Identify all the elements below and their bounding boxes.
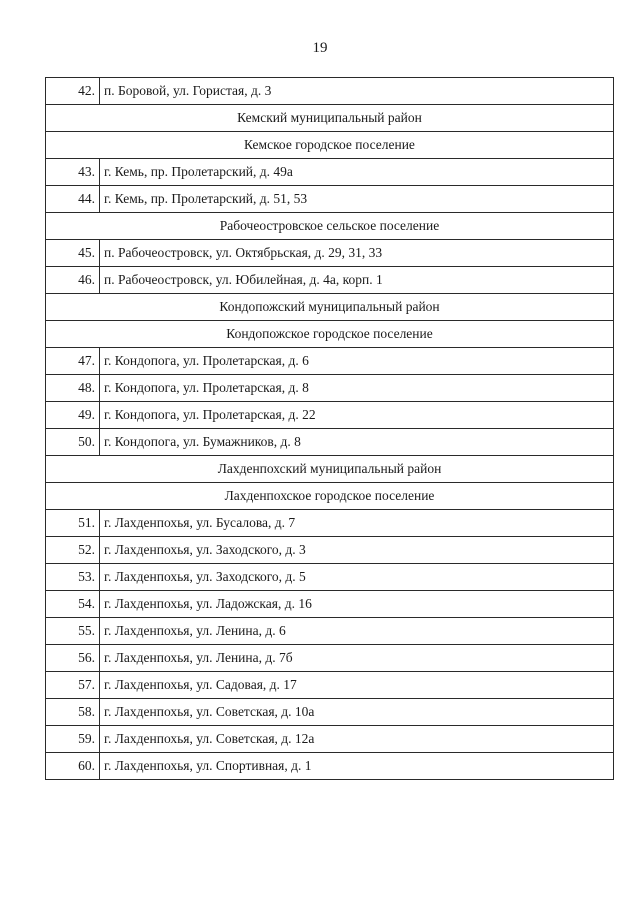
table-row: [46, 564, 614, 591]
address-cell: г. Лахденпохья, ул. Ленина, д. 7б: [100, 645, 614, 672]
section-header: Кондопожское городское поселение: [46, 321, 614, 348]
table-row: [46, 402, 614, 429]
address-cell: г. Кемь, пр. Пролетарский, д. 49а: [100, 159, 614, 186]
table-row: [46, 186, 614, 213]
address-cell: г. Кемь, пр. Пролетарский, д. 51, 53: [100, 186, 614, 213]
table-row: [46, 591, 614, 618]
section-header: Кондопожский муниципальный район: [46, 294, 614, 321]
page-number: 19: [312, 40, 328, 56]
row-number: 51.: [46, 510, 100, 537]
row-number: 58.: [46, 699, 100, 726]
address-cell: г. Лахденпохья, ул. Заходского, д. 5: [100, 564, 614, 591]
address-cell: г. Лахденпохья, ул. Ленина, д. 6: [100, 618, 614, 645]
section-header-row: [46, 456, 614, 483]
row-number: 54.: [46, 591, 100, 618]
address-cell: г. Лахденпохья, ул. Бусалова, д. 7: [100, 510, 614, 537]
address-cell: г. Кондопога, ул. Пролетарская, д. 6: [100, 348, 614, 375]
section-header-row: [46, 213, 614, 240]
table-row: [46, 753, 614, 780]
section-header-row: [46, 321, 614, 348]
section-header-row: [46, 105, 614, 132]
address-cell: г. Лахденпохья, ул. Советская, д. 10а: [100, 699, 614, 726]
row-number: 60.: [46, 753, 100, 780]
table-row: [46, 375, 614, 402]
table-row: [46, 645, 614, 672]
section-header-row: [46, 483, 614, 510]
address-cell: п. Рабочеостровск, ул. Юбилейная, д. 4а, корп. 1: [100, 267, 614, 294]
section-header: Лахденпохское городское поселение: [46, 483, 614, 510]
table-row: [46, 240, 614, 267]
address-cell: г. Кондопога, ул. Бумажников, д. 8: [100, 429, 614, 456]
table-row: [46, 267, 614, 294]
row-number: 57.: [46, 672, 100, 699]
table-row: [46, 159, 614, 186]
address-cell: г. Лахденпохья, ул. Садовая, д. 17: [100, 672, 614, 699]
address-table: [45, 77, 614, 780]
row-number: 50.: [46, 429, 100, 456]
row-number: 43.: [46, 159, 100, 186]
row-number: 59.: [46, 726, 100, 753]
table-row: [46, 429, 614, 456]
row-number: 45.: [46, 240, 100, 267]
row-number: 46.: [46, 267, 100, 294]
section-header: Кемский муниципальный район: [46, 105, 614, 132]
row-number: 55.: [46, 618, 100, 645]
section-header-row: [46, 294, 614, 321]
row-number: 53.: [46, 564, 100, 591]
section-header-row: [46, 132, 614, 159]
row-number: 48.: [46, 375, 100, 402]
address-cell: г. Лахденпохья, ул. Заходского, д. 3: [100, 537, 614, 564]
address-table-body: [46, 78, 614, 780]
address-cell: п. Рабочеостровск, ул. Октябрьская, д. 29, 31, 33: [100, 240, 614, 267]
table-row: [46, 672, 614, 699]
address-cell: г. Лахденпохья, ул. Советская, д. 12а: [100, 726, 614, 753]
table-row: [46, 348, 614, 375]
table-row: [46, 510, 614, 537]
row-number: 52.: [46, 537, 100, 564]
section-header: Кемское городское поселение: [46, 132, 614, 159]
row-number: 47.: [46, 348, 100, 375]
row-number: 42.: [46, 78, 100, 105]
table-row: [46, 726, 614, 753]
table-row: [46, 618, 614, 645]
address-cell: г. Лахденпохья, ул. Ладожская, д. 16: [100, 591, 614, 618]
row-number: 49.: [46, 402, 100, 429]
address-cell: п. Боровой, ул. Гористая, д. 3: [100, 78, 614, 105]
table-row: [46, 78, 614, 105]
row-number: 56.: [46, 645, 100, 672]
section-header: Рабочеостровское сельское поселение: [46, 213, 614, 240]
section-header: Лахденпохский муниципальный район: [46, 456, 614, 483]
address-cell: г. Кондопога, ул. Пролетарская, д. 22: [100, 402, 614, 429]
table-row: [46, 537, 614, 564]
address-cell: г. Лахденпохья, ул. Спортивная, д. 1: [100, 753, 614, 780]
address-cell: г. Кондопога, ул. Пролетарская, д. 8: [100, 375, 614, 402]
row-number: 44.: [46, 186, 100, 213]
table-row: [46, 699, 614, 726]
